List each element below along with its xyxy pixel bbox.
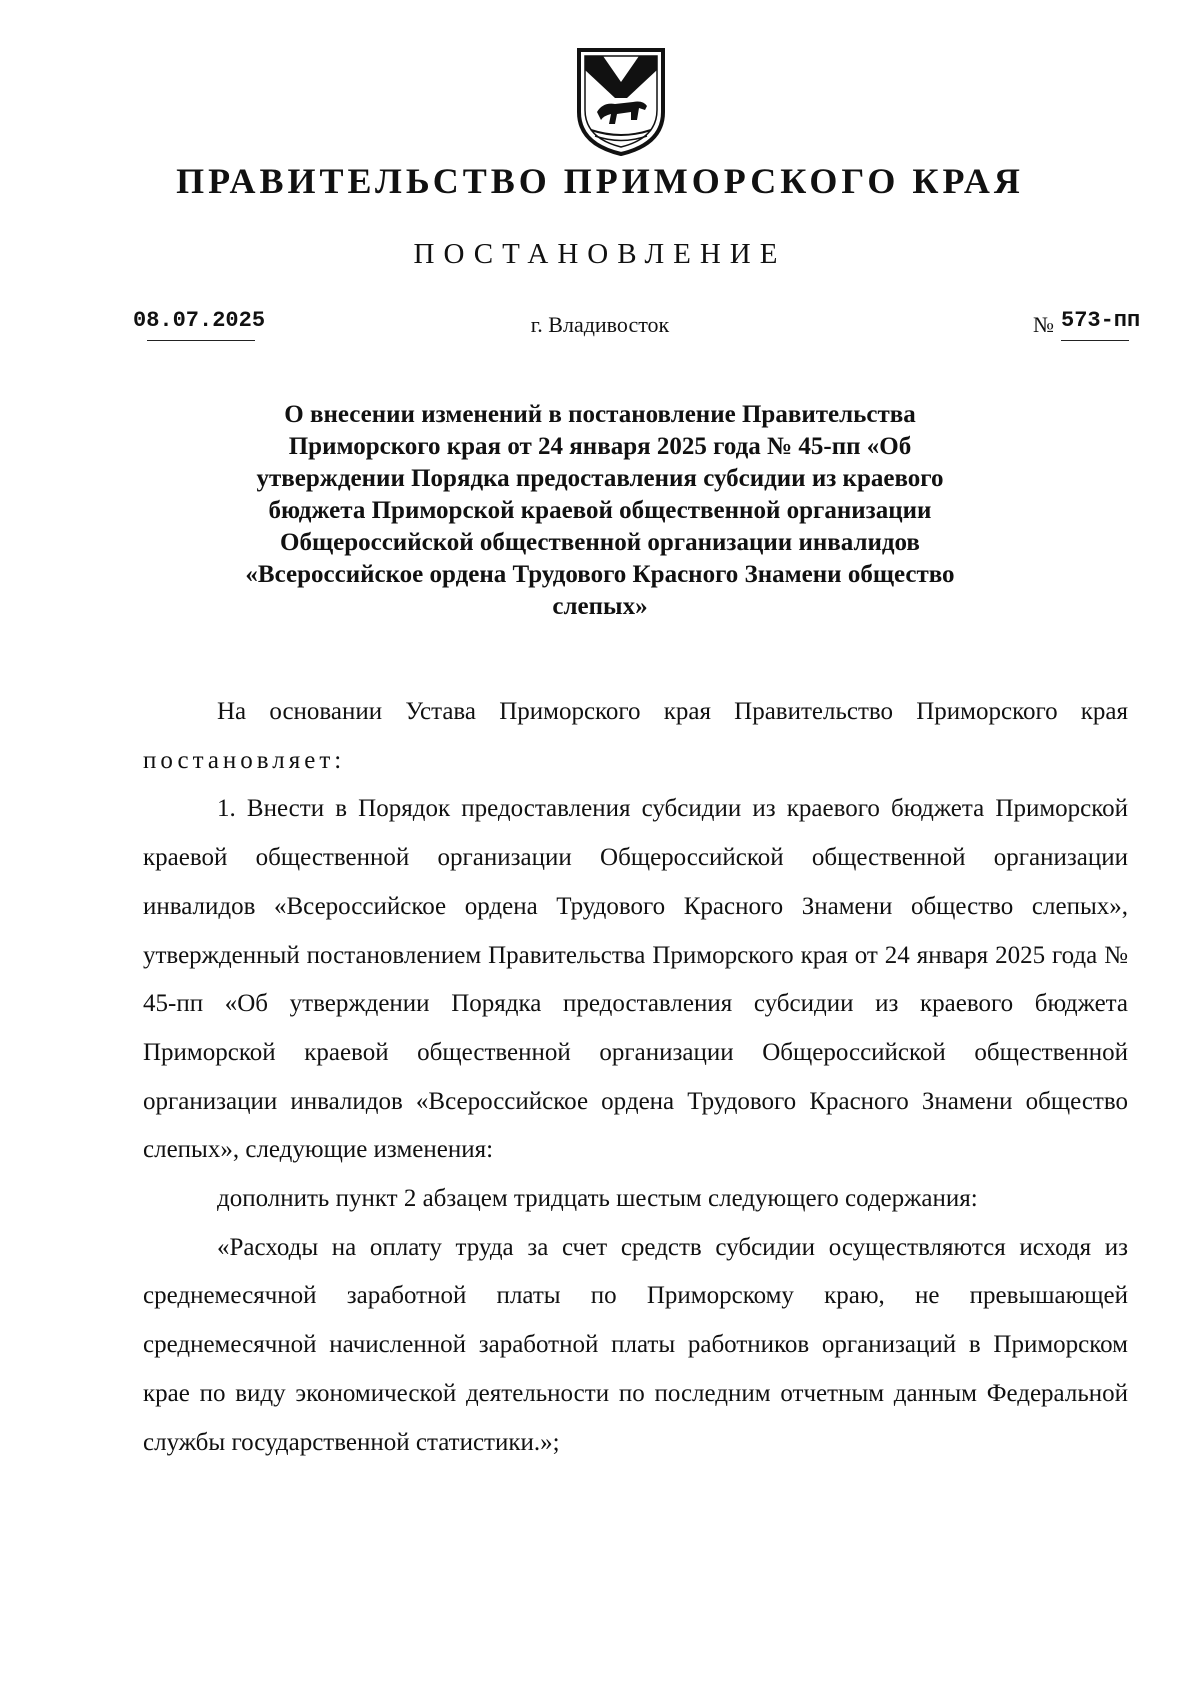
paragraph-2: дополнить пункт 2 абзацем тридцать шестым следующего содержания: xyxy=(217,1185,978,1213)
resolves-word: постановляет: xyxy=(143,746,346,774)
date-underline xyxy=(147,340,255,341)
document-city: г. Владивосток xyxy=(530,312,670,337)
government-title: ПРАВИТЕЛЬСТВО ПРИМОРСКОГО КРАЯ xyxy=(176,161,1024,201)
coat-of-arms-icon xyxy=(573,46,669,158)
number-underline xyxy=(1061,340,1129,341)
intro-text: На основании Устава Приморского края Правительство Приморского края xyxy=(217,698,1128,725)
number-prefix: № xyxy=(1033,312,1054,337)
paragraph-3: «Расходы на оплату труда за счет средств субсидии осуществляются исходя из среднемесячной заработной платы по Приморскому краю, не превышающей среднемесячной начисленной заработной платы работников организаций в Приморском крае по виду экономической деятельности по последним отчетным данным Федеральной службы государственной статистики.»; xyxy=(143,1233,1128,1456)
document-number: 573-пп xyxy=(1061,308,1141,333)
paragraph-1: 1. Внести в Порядок предоставления субсидии из краевого бюджета Приморской краевой общественной организации Общероссийской общественной организации инвалидов «Всероссийское ордена Трудового Красного Знамени общество слепых», утвержденный постановлением Правительства Приморского края от 24 января 2025 года № 45-пп «Об утверждении Порядка предоставления субсидии из краевого бюджета Приморской краевой общественной организации Общероссийской общественной организации инвалидов «Всероссийское ордена Трудового Красного Знамени общество слепых», следующие изменения: xyxy=(143,795,1128,1164)
document-body xyxy=(143,688,1128,1467)
document-date: 08.07.2025 xyxy=(133,308,266,333)
document-heading: О внесении изменений в постановление Правительства Приморского края от 24 января 2025 года № 45-пп «Об утверждении Порядка предоставления субсидии из краевого бюджета Приморской краевой общественной организации Общероссийской общественной организации инвалидов «Всероссийское ордена Трудового Красного Знамени общество слепых» xyxy=(245,401,955,620)
intro-paragraph xyxy=(143,688,1128,785)
document-type: ПОСТАНОВЛЕНИЕ xyxy=(413,238,787,270)
